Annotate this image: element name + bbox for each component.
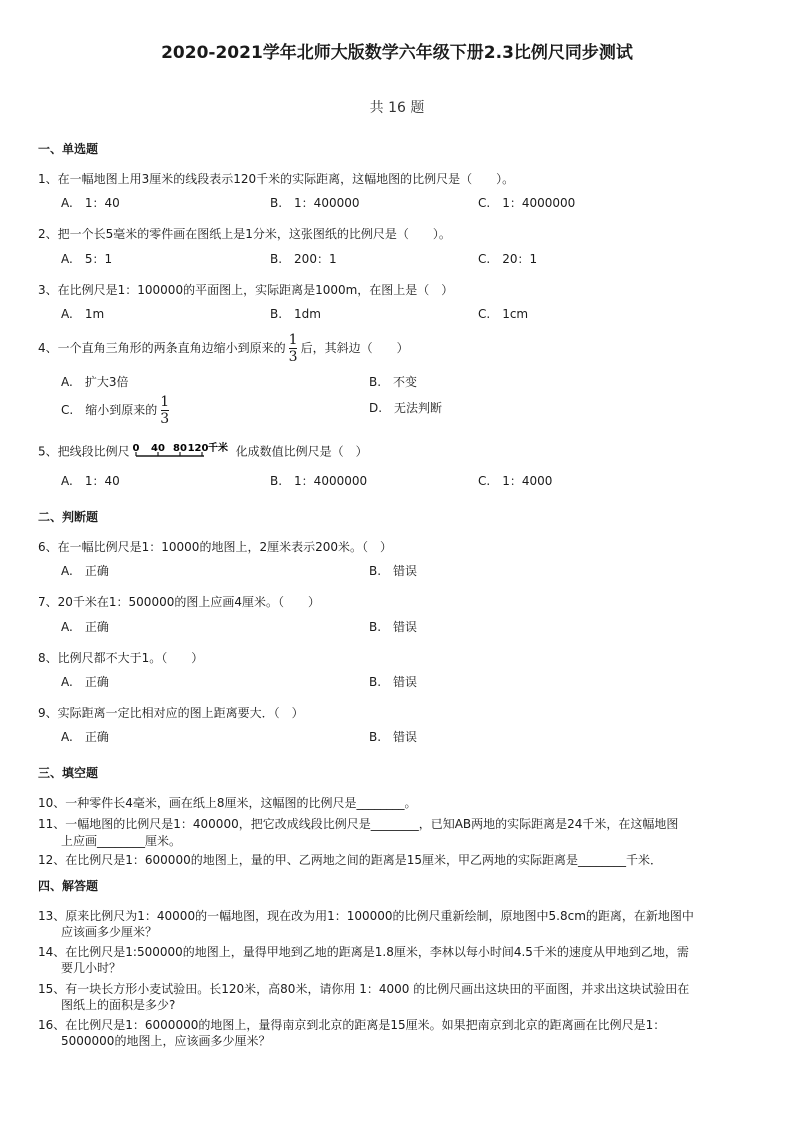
q4-option-d[interactable]: D. 无法判断 — [369, 401, 443, 415]
question-4-text-end: 后，其斜边（ ） — [300, 341, 409, 355]
question-13-line-2: 应该画多少厘米？ — [61, 925, 158, 939]
question-11-line-1: 11、一幅地图的比例尺是1：400000，把它改成线段比例尺是________，已知AB两地的实际距离是24千米，在这幅地图 — [38, 817, 679, 831]
question-8: 8、比例尺都不大于1。（ ） — [38, 651, 204, 665]
question-count: 共 16 题 — [369, 100, 425, 116]
scale-unit: 千米 — [207, 443, 228, 454]
q9-option-b[interactable]: B. 错误 — [369, 730, 418, 744]
question-15-line-2: 图纸上的面积是多少? — [61, 998, 176, 1012]
question-3: 3、在比例尺是1：100000的平面图上，实际距离是1000m，在图上是（ ） — [38, 283, 454, 297]
scale-tick-40: 40 — [150, 443, 165, 454]
fraction-denominator: 3 — [160, 411, 170, 427]
q4-option-b[interactable]: B. 不变 — [369, 375, 418, 389]
q5-option-a[interactable]: A. 1：40 — [61, 474, 120, 488]
q4-option-a[interactable]: A. 扩大3倍 — [61, 375, 129, 389]
q5-option-b[interactable]: B. 1：4000000 — [270, 474, 368, 488]
question-9: 9、实际距离一定比相对应的图上距离要大．（ ） — [38, 706, 304, 720]
q5-option-c[interactable]: C. 1：4000 — [478, 474, 553, 488]
q1-option-b[interactable]: B. 1：400000 — [270, 196, 360, 210]
question-12: 12、在比例尺是1：600000的地图上，量的甲、乙两地之间的距离是15厘米，甲乙两地的实际距离是________千米． — [38, 853, 662, 867]
q2-option-c[interactable]: C. 20：1 — [478, 252, 538, 266]
q7-option-b[interactable]: B. 错误 — [369, 620, 418, 634]
question-14-line-2: 要几小时？ — [61, 961, 122, 975]
question-15-line-1: 15、有一块长方形小麦试验田。长120米，高80米，请你用 1：4000 的比例尺画出这块田的平面图，并求出这块试验田在 — [38, 982, 690, 996]
q4-option-c-label: C. 缩小到原来的 — [61, 403, 158, 417]
q8-option-a[interactable]: A. 正确 — [61, 675, 109, 689]
q3-option-c[interactable]: C. 1cm — [478, 307, 529, 321]
question-5-text-end: 化成数值比例尺是（ ） — [235, 444, 368, 459]
q2-option-a[interactable]: A. 5：1 — [61, 252, 113, 266]
section-heading-fill-blank: 三、填空题 — [38, 766, 99, 780]
question-2: 2、把一个长5毫米的零件画在图纸上是1分米，这张图纸的比例尺是（ ）。 — [38, 227, 451, 241]
page-title: 2020-2021学年北师大版数学六年级下册2.3比例尺同步测试 — [161, 43, 633, 63]
q2-option-b[interactable]: B. 200：1 — [270, 252, 337, 266]
question-14-line-1: 14、在比例尺是1:500000的地图上，量得甲地到乙地的距离是1.8厘米，李林以每小时间4.5千米的速度从甲地到乙地，需 — [38, 945, 689, 959]
fraction-numerator: 1 — [288, 332, 298, 348]
question-4-text: 4、一个直角三角形的两条直角边缩小到原来的 — [38, 341, 286, 355]
question-10: 10、一种零件长4毫米，画在纸上8厘米，这幅图的比例尺是________。 — [38, 796, 417, 810]
question-1: 1、在一幅地图上用3厘米的线段表示120千米的实际距离，这幅地图的比例尺是（ ）。 — [38, 172, 515, 186]
q6-option-a[interactable]: A. 正确 — [61, 564, 109, 578]
fraction-numerator: 1 — [160, 394, 170, 410]
question-6: 6、在一幅比例尺是1：10000的地图上，2厘米表示200米。（ ） — [38, 540, 392, 554]
q8-option-b[interactable]: B. 错误 — [369, 675, 418, 689]
line-scale-graphic — [134, 441, 232, 463]
q4-option-c[interactable] — [61, 395, 172, 426]
question-5-text: 5、把线段比例尺 — [38, 444, 130, 459]
q1-option-c[interactable]: C. 1：4000000 — [478, 196, 576, 210]
q9-option-a[interactable]: A. 正确 — [61, 730, 109, 744]
fraction-denominator: 3 — [288, 349, 298, 365]
q7-option-a[interactable]: A. 正确 — [61, 620, 109, 634]
q6-option-b[interactable]: B. 错误 — [369, 564, 418, 578]
scale-tick-80: 80 — [172, 443, 187, 454]
q1-option-a[interactable]: A. 1：40 — [61, 196, 120, 210]
question-16-line-1: 16、在比例尺是1：6000000的地图上，量得南京到北京的距离是15厘米。如果把南京到北京的距离画在比例尺是1： — [38, 1018, 666, 1032]
q3-option-a[interactable]: A. 1m — [61, 307, 105, 321]
question-7: 7、20千米在1：500000的图上应画4厘米。（ ） — [38, 595, 320, 609]
section-heading-true-false: 二、判断题 — [38, 510, 99, 524]
question-4 — [38, 333, 409, 364]
question-5 — [38, 441, 368, 463]
question-13-line-1: 13、原来比例尺为1：40000的一幅地图，现在改为用1：100000的比例尺重新绘制，原地图中5.8cm的距离，在新地图中 — [38, 909, 694, 923]
q3-option-b[interactable]: B. 1dm — [270, 307, 321, 321]
section-heading-single-choice: 一、单选题 — [38, 142, 99, 156]
one-third-fraction — [160, 395, 169, 426]
scale-tick-0: 0 — [132, 443, 140, 454]
question-11-line-2: 上应画________厘米。 — [61, 834, 182, 848]
one-third-fraction — [289, 333, 298, 364]
section-heading-solve: 四、解答题 — [38, 879, 99, 893]
question-16-line-2: 5000000的地图上，应该画多少厘米？ — [61, 1034, 271, 1048]
scale-tick-120: 120 — [187, 443, 209, 454]
